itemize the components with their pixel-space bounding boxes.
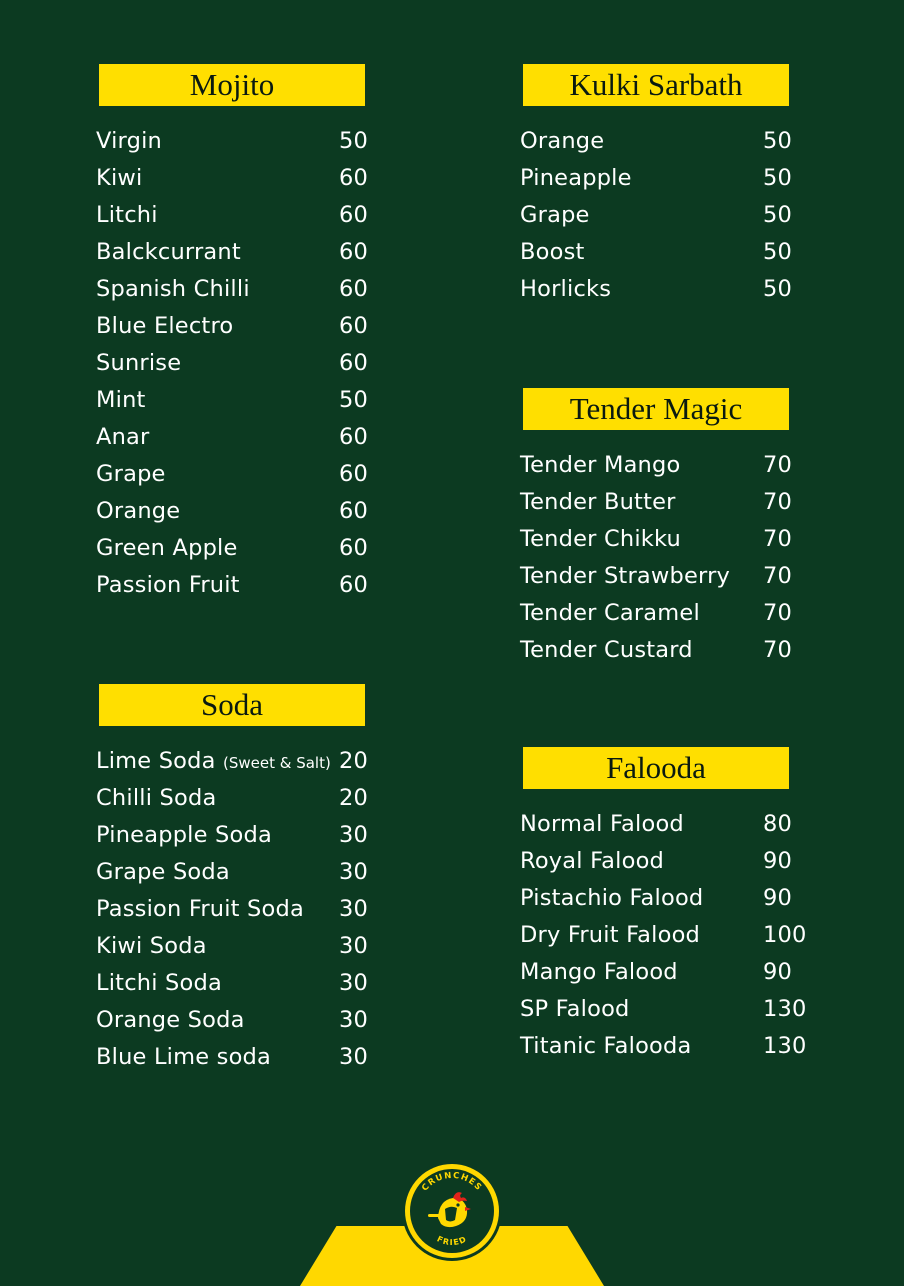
- item-price: 30: [339, 1044, 369, 1070]
- item-label: Tender Caramel: [520, 600, 700, 626]
- item-name: [96, 308, 233, 345]
- item-name: [520, 271, 611, 308]
- item-name: [96, 160, 142, 197]
- item-price: 100: [763, 922, 807, 948]
- falooda-heading: Falooda: [523, 747, 789, 789]
- item-name: [96, 123, 162, 160]
- soda-heading: Soda: [99, 684, 365, 726]
- item-name: [520, 1028, 691, 1065]
- item-price: 60: [339, 165, 369, 191]
- item-label: Tender Chikku: [520, 526, 682, 552]
- item-name: [520, 954, 678, 991]
- item-label: Pistachio Falood: [520, 885, 704, 911]
- item-price: 70: [763, 526, 793, 552]
- logo-text-bottom: FRIED: [435, 1234, 469, 1248]
- item-label: Grape: [520, 202, 590, 228]
- item-price: 60: [339, 498, 369, 524]
- item-name: [520, 234, 585, 271]
- item-price: 70: [763, 489, 793, 515]
- item-price: 90: [763, 848, 793, 874]
- item-name: [520, 484, 676, 521]
- item-name: [520, 991, 630, 1028]
- item-label: Spanish Chilli: [96, 276, 250, 302]
- item-label: Balckcurrant: [96, 239, 241, 265]
- item-name: [96, 891, 304, 928]
- item-price: 50: [763, 128, 793, 154]
- item-price: 50: [763, 165, 793, 191]
- item-name: [96, 197, 158, 234]
- item-price: 60: [339, 239, 369, 265]
- item-label: Kiwi Soda: [96, 933, 207, 959]
- item-name: [520, 558, 730, 595]
- item-price: 30: [339, 970, 369, 996]
- item-price: 60: [339, 572, 369, 598]
- item-label: Blue Electro: [96, 313, 234, 339]
- item-price: 50: [763, 202, 793, 228]
- logo-text-top: CRUNCHES: [420, 1170, 484, 1194]
- item-label: Grape Soda: [96, 859, 230, 885]
- item-name: [96, 234, 241, 271]
- mojito-heading: Mojito: [99, 64, 365, 106]
- item-label: Tender Custard: [520, 637, 693, 663]
- item-label: SP Falood: [520, 996, 630, 1022]
- item-name: [520, 521, 681, 558]
- item-price: 90: [763, 959, 793, 985]
- item-name: [96, 345, 181, 382]
- item-name: [520, 197, 590, 234]
- item-price: 30: [339, 896, 369, 922]
- item-label: Sunrise: [96, 350, 182, 376]
- item-label: Litchi: [96, 202, 158, 228]
- item-name: [96, 456, 166, 493]
- item-label: Grape: [96, 461, 166, 487]
- item-note: (Sweet & Salt): [222, 754, 331, 772]
- item-price: 20: [339, 748, 369, 774]
- item-price: 30: [339, 1007, 369, 1033]
- item-label: Normal Falood: [520, 811, 684, 837]
- item-price: 130: [763, 996, 807, 1022]
- item-price: 70: [763, 600, 793, 626]
- item-label: Lime Soda: [96, 748, 216, 774]
- item-label: Chilli Soda: [96, 785, 217, 811]
- item-price: 70: [763, 637, 793, 663]
- item-price: 50: [339, 128, 369, 154]
- item-name: [96, 271, 250, 308]
- item-label: Green Apple: [96, 535, 238, 561]
- item-label: Passion Fruit Soda: [96, 896, 304, 922]
- crunches-fried-logo: [401, 1160, 503, 1262]
- item-name: [520, 123, 604, 160]
- item-name: [96, 1039, 271, 1076]
- item-label: Kiwi: [96, 165, 143, 191]
- item-name: [96, 567, 240, 604]
- item-name: [96, 817, 272, 854]
- item-price: 30: [339, 933, 369, 959]
- item-price: 70: [763, 452, 793, 478]
- item-label: Mango Falood: [520, 959, 678, 985]
- item-name: [520, 843, 664, 880]
- item-label: Tender Mango: [520, 452, 681, 478]
- item-price: 60: [339, 350, 369, 376]
- item-label: Pineapple Soda: [96, 822, 272, 848]
- item-price: 20: [339, 785, 369, 811]
- item-name: [520, 447, 680, 484]
- item-name: [96, 965, 222, 1002]
- item-label: Virgin: [96, 128, 162, 154]
- item-price: 50: [763, 239, 793, 265]
- item-label: Orange Soda: [96, 1007, 245, 1033]
- item-price: 60: [339, 535, 369, 561]
- item-price: 50: [763, 276, 793, 302]
- item-label: Mint: [96, 387, 146, 413]
- tender-magic-heading: Tender Magic: [523, 388, 789, 430]
- item-label: Titanic Falooda: [520, 1033, 692, 1059]
- item-label: Boost: [520, 239, 585, 265]
- item-price: 60: [339, 313, 369, 339]
- item-name: [96, 493, 180, 530]
- item-label: Blue Lime soda: [96, 1044, 271, 1070]
- item-price: 80: [763, 811, 793, 837]
- item-name: [520, 880, 703, 917]
- item-name: [520, 595, 700, 632]
- item-label: Litchi Soda: [96, 970, 222, 996]
- item-label: Passion Fruit: [96, 572, 240, 598]
- item-name: [520, 806, 684, 843]
- item-price: 60: [339, 276, 369, 302]
- item-name: [96, 1002, 245, 1039]
- item-label: Tender Butter: [520, 489, 676, 515]
- item-price: 30: [339, 822, 369, 848]
- item-name: [96, 382, 146, 419]
- item-label: Orange: [96, 498, 181, 524]
- item-price: 60: [339, 461, 369, 487]
- item-price: 130: [763, 1033, 807, 1059]
- item-name: [96, 928, 207, 965]
- item-name: [520, 917, 700, 954]
- item-label: Tender Strawberry: [520, 563, 731, 589]
- item-price: 70: [763, 563, 793, 589]
- kulki-sarbath-heading: Kulki Sarbath: [523, 64, 789, 106]
- item-label: Horlicks: [520, 276, 612, 302]
- item-label: Royal Falood: [520, 848, 665, 874]
- item-label: Orange: [520, 128, 605, 154]
- item-label: Anar: [96, 424, 150, 450]
- item-label: Pineapple: [520, 165, 632, 191]
- item-name: [520, 160, 632, 197]
- item-price: 60: [339, 424, 369, 450]
- item-price: 60: [339, 202, 369, 228]
- item-price: 50: [339, 387, 369, 413]
- item-name: [96, 780, 216, 817]
- item-label: Dry Fruit Falood: [520, 922, 701, 948]
- item-name: [96, 743, 331, 782]
- item-price: 30: [339, 859, 369, 885]
- item-name: [96, 419, 150, 456]
- item-price: 90: [763, 885, 793, 911]
- item-name: [96, 854, 230, 891]
- item-name: [520, 632, 693, 669]
- item-name: [96, 530, 238, 567]
